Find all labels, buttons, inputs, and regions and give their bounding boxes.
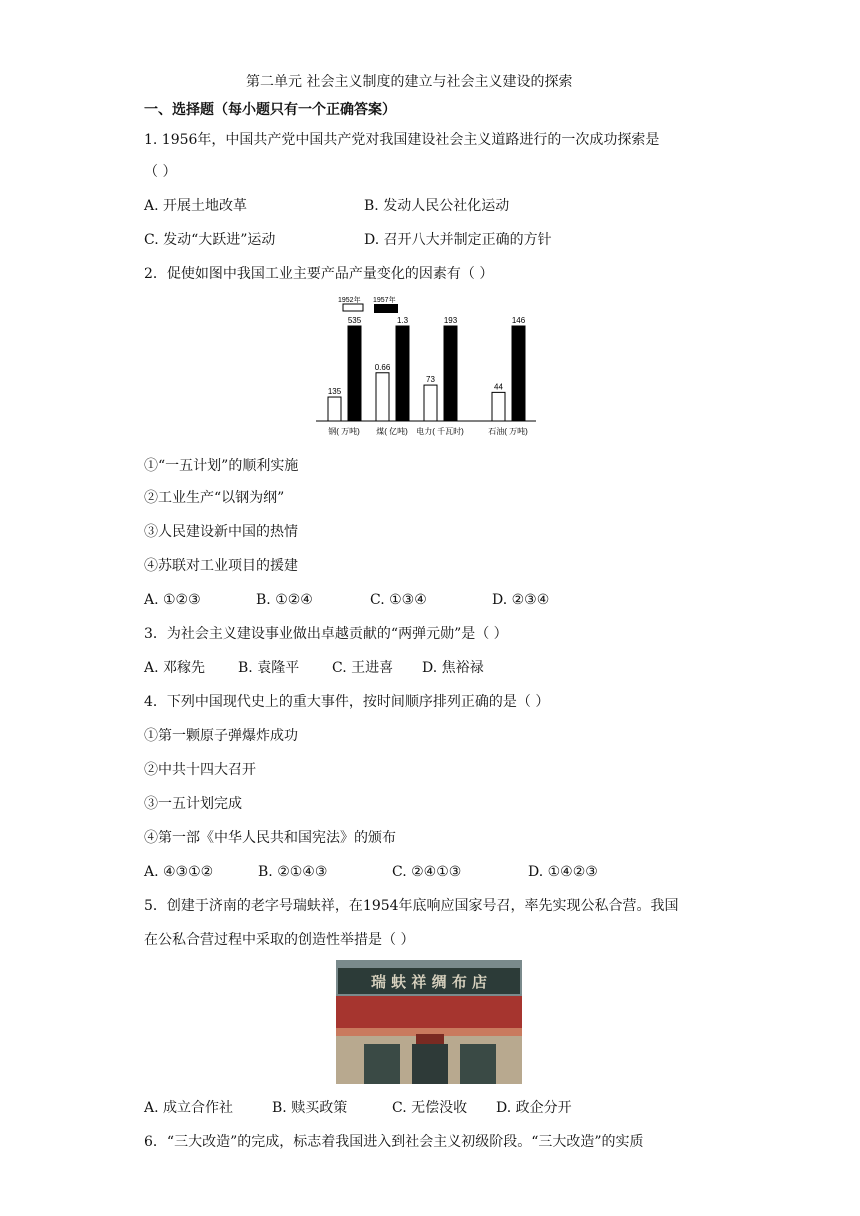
x-tick-label-3: 石油( 万吨) (488, 427, 528, 436)
question-5-stem: 5．创建于济南的老字号瑞蚨祥，在1954年底响应国家号召，率先实现公私合营。我国 (144, 898, 679, 914)
question-2-option-c[interactable]: C. ①③④ (370, 592, 427, 608)
question-2-stem: 2．促使如图中我国工业主要产品产量变化的因素有（ ） (144, 266, 494, 282)
question-2-option-a[interactable]: A. ①②③ (144, 592, 201, 608)
production-bar-chart (316, 292, 548, 438)
question-2-option-d[interactable]: D. ②③④ (492, 592, 550, 608)
plaque (416, 1034, 444, 1044)
x-tick-label-0: 钢( 万吨) (328, 427, 360, 436)
question-5-option-a[interactable]: A. 成立合作社 (144, 1100, 234, 1116)
bar-3-0 (492, 392, 505, 421)
x-tick-labels (328, 426, 528, 436)
bar-value-label-3-0: 44 (494, 382, 503, 392)
question-5-option-b[interactable]: B. 赎买政策 (272, 1100, 348, 1116)
page-title: 第二单元 社会主义制度的建立与社会主义建设的探索 (246, 74, 573, 90)
x-tick-label-2: 电力( 千瓦时) (416, 427, 464, 436)
question-1-stem: 1. 1956年，中国共产党中国共产党对我国建设社会主义道路进行的一次成功探索是 (144, 132, 660, 148)
question-1-option-d[interactable]: D. 召开八大并制定正确的方针 (364, 232, 552, 248)
bar-value-label-2-1: 193 (443, 316, 458, 325)
storefront-photo (336, 960, 522, 1084)
question-1-stem-cont: （ ） (144, 164, 177, 180)
question-2-item-2: ②工业生产“以钢为纲” (144, 490, 285, 506)
bar-1-0 (376, 373, 389, 421)
question-2-item-1: ①“一五计划”的顺利实施 (144, 458, 299, 474)
question-4-item-3: ③一五计划完成 (144, 796, 242, 812)
bar-3-1 (512, 326, 525, 421)
bars-group (328, 316, 526, 421)
question-3-stem: 3．为社会主义建设事业做出卓越贡献的“两弹元勋”是（ ） (144, 626, 508, 642)
question-3-option-c[interactable]: C. 王进喜 (332, 660, 394, 676)
question-5-stem-cont: 在公私合营过程中采取的创造性举措是（ ） (144, 932, 415, 948)
bar-2-1 (444, 326, 457, 421)
bar-value-label-1-1: 1.3 (396, 316, 409, 325)
bar-0-0 (328, 397, 341, 421)
question-4-stem: 4．下列中国现代史上的重大事件，按时间顺序排列正确的是（ ） (144, 694, 550, 710)
question-3-option-b[interactable]: B. 袁隆平 (238, 660, 300, 676)
signboard-text: 瑞 蚨 祥 绸 布 店 (370, 973, 488, 991)
bar-value-label-1-0: 0.66 (374, 362, 391, 372)
door-center (412, 1044, 448, 1084)
question-4-item-2: ②中共十四大召开 (144, 762, 256, 778)
legend (338, 295, 398, 313)
question-1-option-b[interactable]: B. 发动人民公社化运动 (364, 198, 510, 214)
door-right (460, 1044, 496, 1084)
question-2-option-b[interactable]: B. ①②④ (256, 592, 313, 608)
legend-label-1957: 1957年 (373, 297, 396, 304)
legend-swatch-1952 (343, 304, 363, 311)
question-4-item-1: ①第一颗原子弹爆炸成功 (144, 728, 298, 744)
question-2-item-4: ④苏联对工业项目的援建 (144, 558, 298, 574)
question-3-option-a[interactable]: A. 邓稼先 (144, 660, 206, 676)
question-2-item-3: ③人民建设新中国的热情 (144, 524, 298, 540)
question-5-option-d[interactable]: D. 政企分开 (496, 1100, 572, 1116)
door-left (364, 1044, 400, 1084)
question-4-option-d[interactable]: D. ①④②③ (528, 864, 598, 880)
question-4-option-b[interactable]: B. ②①④③ (258, 864, 328, 880)
bar-2-0 (424, 385, 437, 421)
bar-1-1 (396, 326, 409, 421)
bar-value-label-0-1: 535 (347, 316, 362, 325)
question-6-stem: 6．“三大改造”的完成，标志着我国进入到社会主义初级阶段。“三大改造”的实质 (144, 1134, 644, 1150)
bar-value-label-0-0: 135 (327, 387, 342, 397)
question-4-option-c[interactable]: C. ②④①③ (392, 864, 462, 880)
bar-0-1 (348, 326, 361, 421)
x-tick-label-1: 煤( 亿吨) (376, 427, 408, 436)
question-4-item-4: ④第一部《中华人民共和国宪法》的颁布 (144, 830, 396, 846)
question-4-option-a[interactable]: A. ④③①② (144, 864, 214, 880)
question-1-option-a[interactable]: A. 开展土地改革 (144, 198, 248, 214)
section-heading: 一、选择题（每小题只有一个正确答案） (144, 102, 396, 118)
question-3-option-d[interactable]: D. 焦裕禄 (422, 660, 484, 676)
question-5-option-c[interactable]: C. 无偿没收 (392, 1100, 468, 1116)
legend-label-1952: 1952年 (338, 297, 361, 304)
question-1-option-c[interactable]: C. 发动“大跃进”运动 (144, 232, 276, 248)
bar-value-label-2-0: 73 (426, 375, 435, 385)
legend-swatch-1957 (374, 304, 398, 313)
bar-value-label-3-1: 146 (511, 316, 526, 325)
